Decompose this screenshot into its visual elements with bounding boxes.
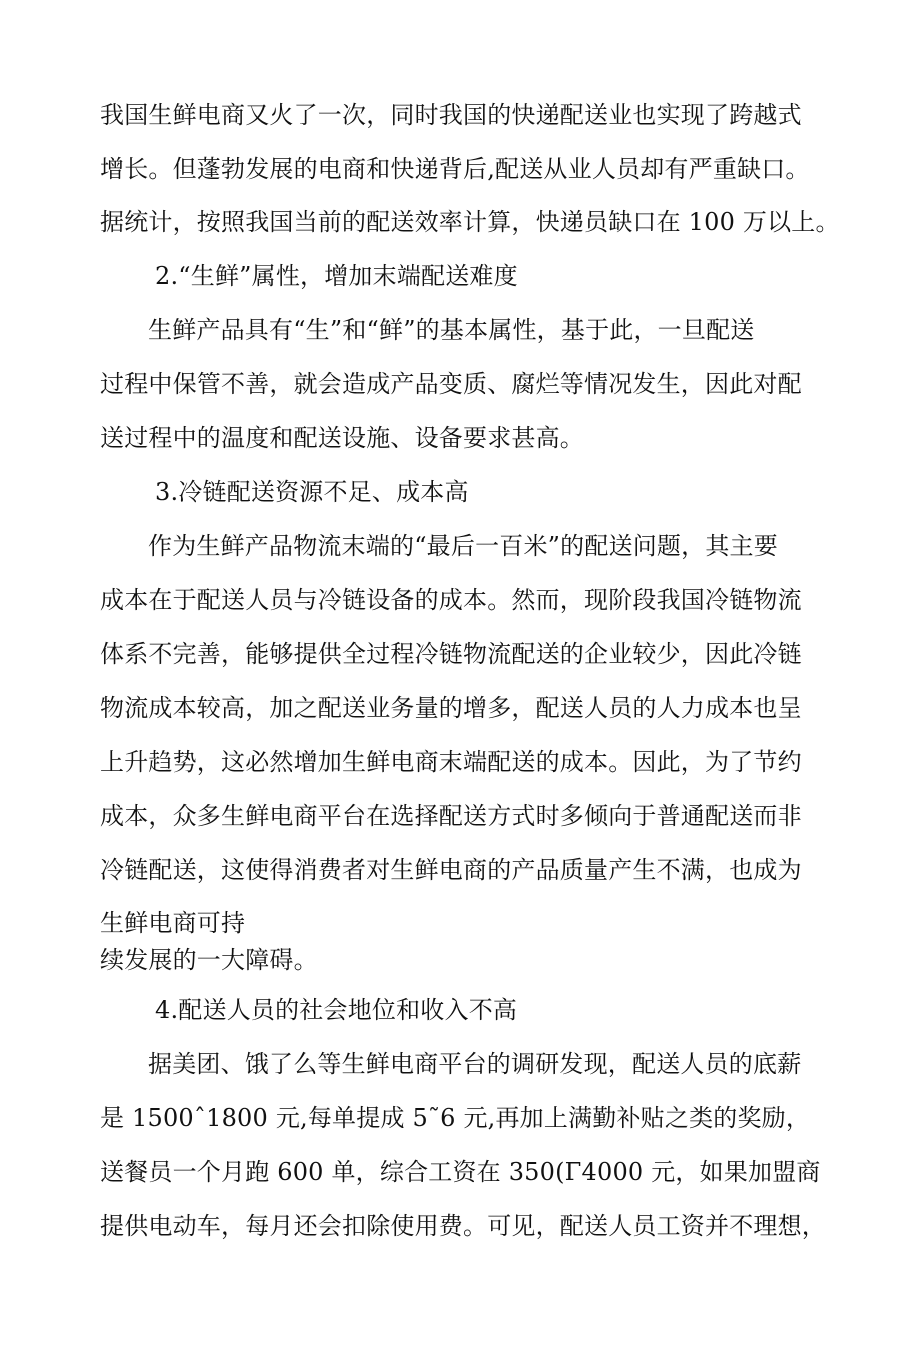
body-text-line: 增长。但蓬勃发展的电商和快递背后,配送从业人员却有严重缺口。 <box>100 155 810 183</box>
section-heading-4: 4.配送人员的社会地位和收入不高 <box>155 996 518 1024</box>
section-heading-2: 2.“生鲜”属性，增加末端配送难度 <box>155 262 518 290</box>
body-text-line: 送餐员一个月跑 600 单，综合工资在 350(Γ4000 元，如果加盟商 <box>100 1158 821 1186</box>
body-text-line: 是 1500ˆ1800 元,每单提成 5˜6 元,再加上满勤补贴之类的奖励， <box>100 1104 811 1132</box>
body-text-line: 据美团、饿了么等生鲜电商平台的调研发现，配送人员的底薪 <box>148 1050 802 1078</box>
body-text-line: 生鲜电商可持 <box>100 909 246 937</box>
body-text-line: 上升趋势，这必然增加生鲜电商末端配送的成本。因此，为了节约 <box>100 748 802 776</box>
body-text-line: 成本在于配送人员与冷链设备的成本。然而，现阶段我国冷链物流 <box>100 586 802 614</box>
body-text-line: 据统计，按照我国当前的配送效率计算，快递员缺口在 100 万以上。 <box>100 208 840 236</box>
body-text-line: 生鲜产品具有“生”和“鲜”的基本属性，基于此，一旦配送 <box>148 316 755 344</box>
body-text-line: 体系不完善，能够提供全过程冷链物流配送的企业较少，因此冷链 <box>100 640 802 668</box>
body-text-line: 冷链配送，这使得消费者对生鲜电商的产品质量产生不满，也成为 <box>100 856 802 884</box>
body-text-line: 续发展的一大障碍。 <box>100 946 318 974</box>
body-text-line: 提供电动车，每月还会扣除使用费。可见，配送人员工资并不理想， <box>100 1212 826 1240</box>
body-text-line: 送过程中的温度和配送设施、设备要求甚高。 <box>100 424 584 452</box>
body-text-line: 成本，众多生鲜电商平台在选择配送方式时多倾向于普通配送而非 <box>100 802 802 830</box>
body-text-line: 过程中保管不善，就会造成产品变质、腐烂等情况发生，因此对配 <box>100 370 802 398</box>
body-text-line: 物流成本较高，加之配送业务量的增多，配送人员的人力成本也呈 <box>100 694 802 722</box>
body-text-line: 作为生鲜产品物流末端的“最后一百米”的配送问题，其主要 <box>148 532 778 560</box>
body-text-line: 我国生鲜电商又火了一次，同时我国的快递配送业也实现了跨越式 <box>100 101 802 129</box>
section-heading-3: 3.冷链配送资源不足、成本高 <box>155 478 469 506</box>
